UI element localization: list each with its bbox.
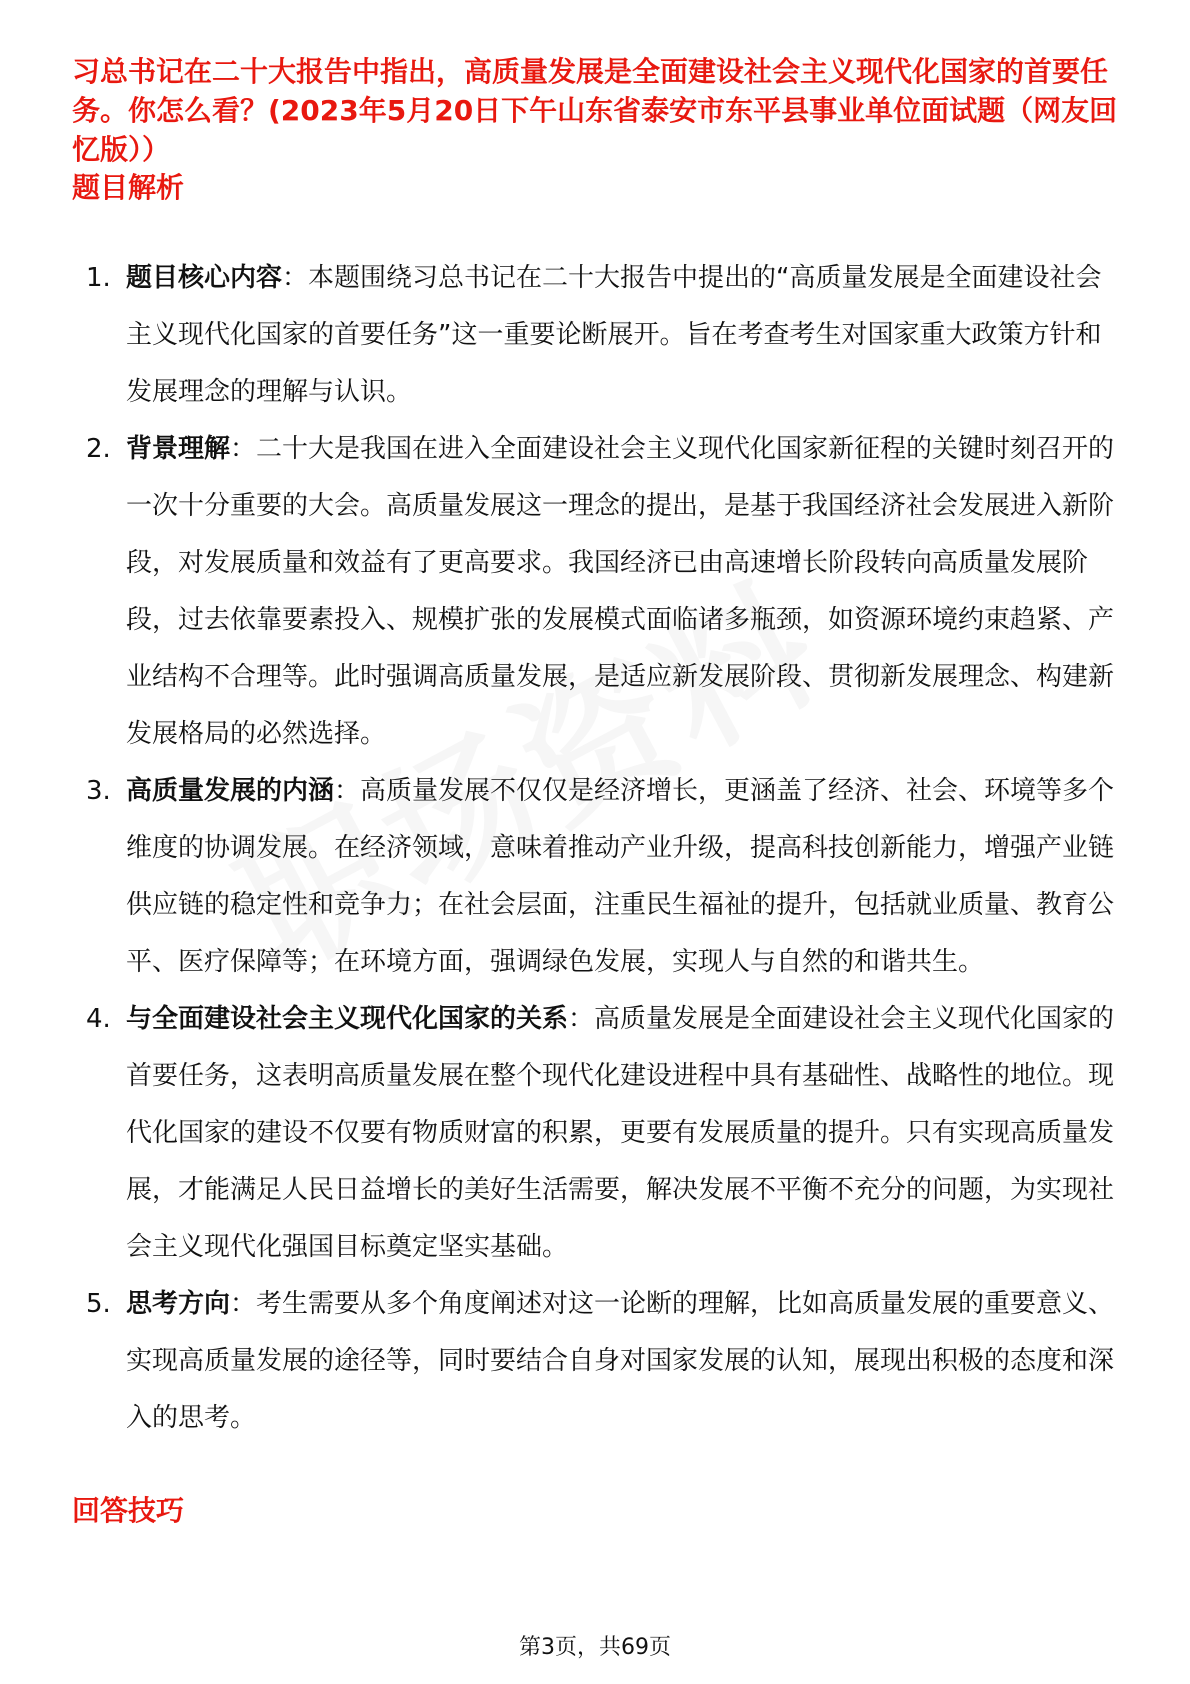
item-number: 3. <box>86 776 111 806</box>
item-number: 1. <box>86 263 111 293</box>
item-number: 4. <box>86 1004 111 1034</box>
answer-heading: 回答技巧 <box>72 1494 185 1527</box>
item-lead: 高质量发展的内涵 <box>126 776 335 806</box>
item-lead: 思考方向 <box>126 1289 231 1319</box>
item-text: ：考生需要从多个角度阐述对这一论断的理解，比如高质量发展的重要意义、实现高质量发展的途径等，同时要结合自身对国家发展的认知，展现出积极的态度和深入的思考。 <box>126 1289 1115 1433</box>
analysis-list <box>72 250 1122 1447</box>
item-lead: 与全面建设社会主义现代化国家的关系 <box>126 1004 569 1034</box>
analysis-heading: 题目解析 <box>72 171 185 204</box>
list-item <box>72 1276 1122 1447</box>
page-number: 第3页，共69页 <box>519 1635 671 1660</box>
question-title: 习总书记在二十大报告中指出，高质量发展是全面建设社会主义现代化国家的首要任务。你怎么看？(2023年5月20日下午山东省泰安市东平县事业单位面试题（网友回忆版）） <box>72 55 1118 166</box>
item-text: ：本题围绕习总书记在二十大报告中提出的“高质量发展是全面建设社会主义现代化国家的首要任务”这一重要论断展开。旨在考查考生对国家重大政策方针和发展理念的理解与认识。 <box>126 263 1102 407</box>
item-text: ：二十大是我国在进入全面建设社会主义现代化国家新征程的关键时刻召开的一次十分重要的大会。高质量发展这一理念的提出，是基于我国经济社会发展进入新阶段，对发展质量和效益有了更高要求。我国经济已由高速增长阶段转向高质量发展阶段，过去依靠要素投入、规模扩张的发展模式面临诸多瓶颈，如资源环境约束趋紧、产业结构不合理等。此时强调高质量发展，是适应新发展阶段、贯彻新发展理念、构建新发展格局的必然选择。 <box>126 434 1115 749</box>
item-lead: 背景理解 <box>126 434 231 464</box>
item-number: 5. <box>86 1289 111 1319</box>
list-item <box>72 421 1122 763</box>
list-item <box>72 991 1122 1276</box>
item-text: ：高质量发展不仅仅是经济增长，更涵盖了经济、社会、环境等多个维度的协调发展。在经济领域，意味着推动产业升级，提高科技创新能力，增强产业链供应链的稳定性和竞争力；在社会层面，注重民生福祉的提升，包括就业质量、教育公平、医疗保障等；在环境方面，强调绿色发展，实现人与自然的和谐共生。 <box>126 776 1115 977</box>
item-lead: 题目核心内容 <box>126 263 283 293</box>
list-item <box>72 250 1122 421</box>
item-text: ：高质量发展是全面建设社会主义现代化国家的首要任务，这表明高质量发展在整个现代化建设进程中具有基础性、战略性的地位。现代化国家的建设不仅要有物质财富的积累，更要有发展质量的提升。只有实现高质量发展，才能满足人民日益增长的美好生活需要，解决发展不平衡不充分的问题，为实现社会主义现代化强国目标奠定坚实基础。 <box>126 1004 1115 1262</box>
list-item <box>72 763 1122 991</box>
item-number: 2. <box>86 434 111 464</box>
